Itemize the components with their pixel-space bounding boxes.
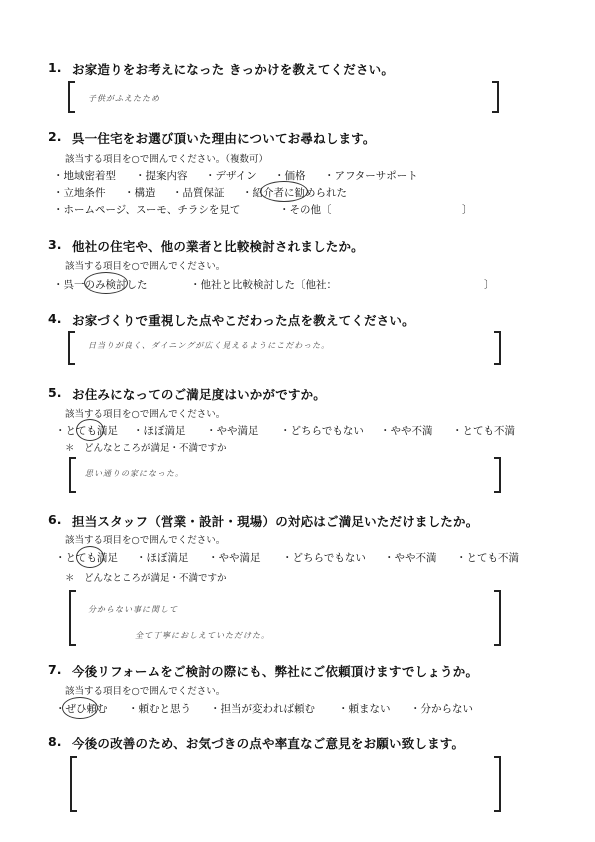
q2-option-location: ・立地条件 bbox=[53, 187, 106, 199]
q1-number: 1. bbox=[48, 60, 62, 75]
q7-instruction: 該当する項目を○で囲んでください。 bbox=[65, 686, 226, 697]
q5-option-somewhat-satisfied: ・やや満足 bbox=[206, 425, 259, 437]
q6-answer-bracket-right bbox=[494, 590, 501, 646]
q2-option-local: ・地域密着型 bbox=[53, 170, 116, 182]
q1-question: お家造りをお考えになった きっかけを教えてください。 bbox=[72, 62, 395, 77]
q3-option-compared-close: 〕 bbox=[484, 279, 495, 291]
q6-handwritten-answer-line2: 全て丁寧におしえていただけた。 bbox=[135, 631, 270, 640]
q2-option-proposal: ・提案内容 bbox=[135, 170, 188, 182]
q2-option-structure: ・構造 bbox=[124, 187, 156, 199]
q4-handwritten-answer: 日当りが良く、ダイニングが広く見えるようにこだわった。 bbox=[88, 341, 331, 350]
q5-handwritten-answer: 思い通りの家になった。 bbox=[85, 469, 184, 478]
q3-kureichi-circle-mark bbox=[84, 272, 128, 294]
q7-option-no: ・頼まない bbox=[338, 703, 391, 715]
q5-option-very-dissatisfied: ・とても不満 bbox=[452, 425, 515, 437]
q5-instruction: 該当する項目を○で囲んでください。 bbox=[65, 409, 226, 420]
q7-option-if-staff-changes: ・担当が変われば頼む bbox=[210, 703, 315, 715]
q7-question: 今後リフォームをご検討の際にも、弊社にご依頼頂けますでしょうか。 bbox=[72, 664, 479, 679]
q6-option-very-dissatisfied: ・とても不満 bbox=[456, 552, 519, 564]
q1-answer-bracket-left bbox=[68, 81, 75, 113]
q6-option-very-satisfied: ・とても満足 bbox=[55, 552, 118, 564]
q7-circle-mark bbox=[62, 697, 98, 719]
q6-option-somewhat-dissatisfied: ・やや不満 bbox=[384, 552, 437, 564]
q3-number: 3. bbox=[48, 237, 62, 252]
q2-instruction: 該当する項目を○で囲んでください。（複数可） bbox=[65, 154, 269, 165]
q6-circle-mark bbox=[76, 546, 104, 568]
q5-answer-bracket-left bbox=[69, 457, 76, 493]
q6-handwritten-answer-line1: 分からない事に関して bbox=[88, 605, 178, 614]
q2-option-other-close: 〕 bbox=[462, 204, 473, 216]
q2-option-quality: ・品質保証 bbox=[172, 187, 225, 199]
q2-referral-circle-mark bbox=[260, 181, 308, 202]
q3-question: 他社の住宅や、他の業者と比較検討されましたか。 bbox=[72, 239, 364, 254]
q5-number: 5. bbox=[48, 385, 62, 400]
q5-option-mostly-satisfied: ・ほぼ満足 bbox=[133, 425, 186, 437]
q4-question: お家づくりで重視した点やこだわった点を教えてください。 bbox=[72, 313, 415, 328]
q5-option-very-satisfied: ・とても満足 bbox=[55, 425, 118, 437]
q7-option-definitely: ・ぜひ頼む bbox=[55, 703, 108, 715]
q8-answer-bracket-right bbox=[494, 756, 501, 812]
q2-option-price: ・価格 bbox=[274, 170, 306, 182]
q6-instruction: 該当する項目を○で囲んでください。 bbox=[65, 535, 226, 546]
q6-question: 担当スタッフ（営業・設計・現場）の対応はご満足いただけましたか。 bbox=[72, 514, 479, 529]
q1-handwritten-answer: 子供がふえたため bbox=[88, 94, 160, 103]
q8-question: 今後の改善のため、お気づきの点や率直なご意見をお願い致します。 bbox=[72, 736, 465, 751]
q6-answer-bracket-left bbox=[69, 590, 76, 646]
q6-number: 6. bbox=[48, 512, 62, 527]
q5-option-neutral: ・どちらでもない bbox=[280, 425, 364, 437]
q2-option-homepage: ・ホームページ、スーモ、チラシを見て bbox=[53, 204, 241, 216]
q2-option-other: ・その他〔 bbox=[279, 204, 332, 216]
q3-option-kureichi-only: ・呉一のみ検討した bbox=[53, 279, 148, 291]
q7-option-probably: ・頼むと思う bbox=[128, 703, 191, 715]
q3-instruction: 該当する項目を○で囲んでください。 bbox=[65, 261, 226, 272]
q2-option-referral: ・紹介者に勧められた bbox=[242, 187, 347, 199]
q8-number: 8. bbox=[48, 734, 62, 749]
q4-answer-bracket-right bbox=[494, 331, 501, 365]
q4-number: 4. bbox=[48, 311, 62, 326]
q2-option-design: ・デザイン bbox=[205, 170, 257, 182]
q3-option-compared: ・他社と比較検討した〔他社： bbox=[190, 279, 337, 291]
q6-note: ＊ どんなところが満足・不満ですか bbox=[65, 573, 227, 584]
q5-option-somewhat-dissatisfied: ・やや不満 bbox=[380, 425, 433, 437]
q1-answer-bracket-right bbox=[492, 81, 499, 113]
q2-number: 2. bbox=[48, 129, 62, 144]
q5-circle-mark bbox=[76, 419, 104, 441]
q5-note: ＊ どんなところが満足・不満ですか bbox=[65, 443, 227, 454]
q6-option-mostly-satisfied: ・ほぼ満足 bbox=[136, 552, 189, 564]
q8-answer-bracket-left bbox=[70, 756, 77, 812]
q2-question: 呉一住宅をお選び頂いた理由についてお尋ねします。 bbox=[72, 131, 376, 146]
q2-option-aftersupport: ・アフターサポート bbox=[324, 170, 418, 182]
q7-number: 7. bbox=[48, 662, 62, 677]
q5-question: お住みになってのご満足度はいかがですか。 bbox=[72, 387, 327, 402]
q6-option-somewhat-satisfied: ・やや満足 bbox=[208, 552, 261, 564]
q5-answer-bracket-right bbox=[494, 457, 501, 493]
q6-option-neutral: ・どちらでもない bbox=[282, 552, 366, 564]
q7-option-unknown: ・分からない bbox=[410, 703, 473, 715]
q4-answer-bracket-left bbox=[68, 331, 75, 365]
